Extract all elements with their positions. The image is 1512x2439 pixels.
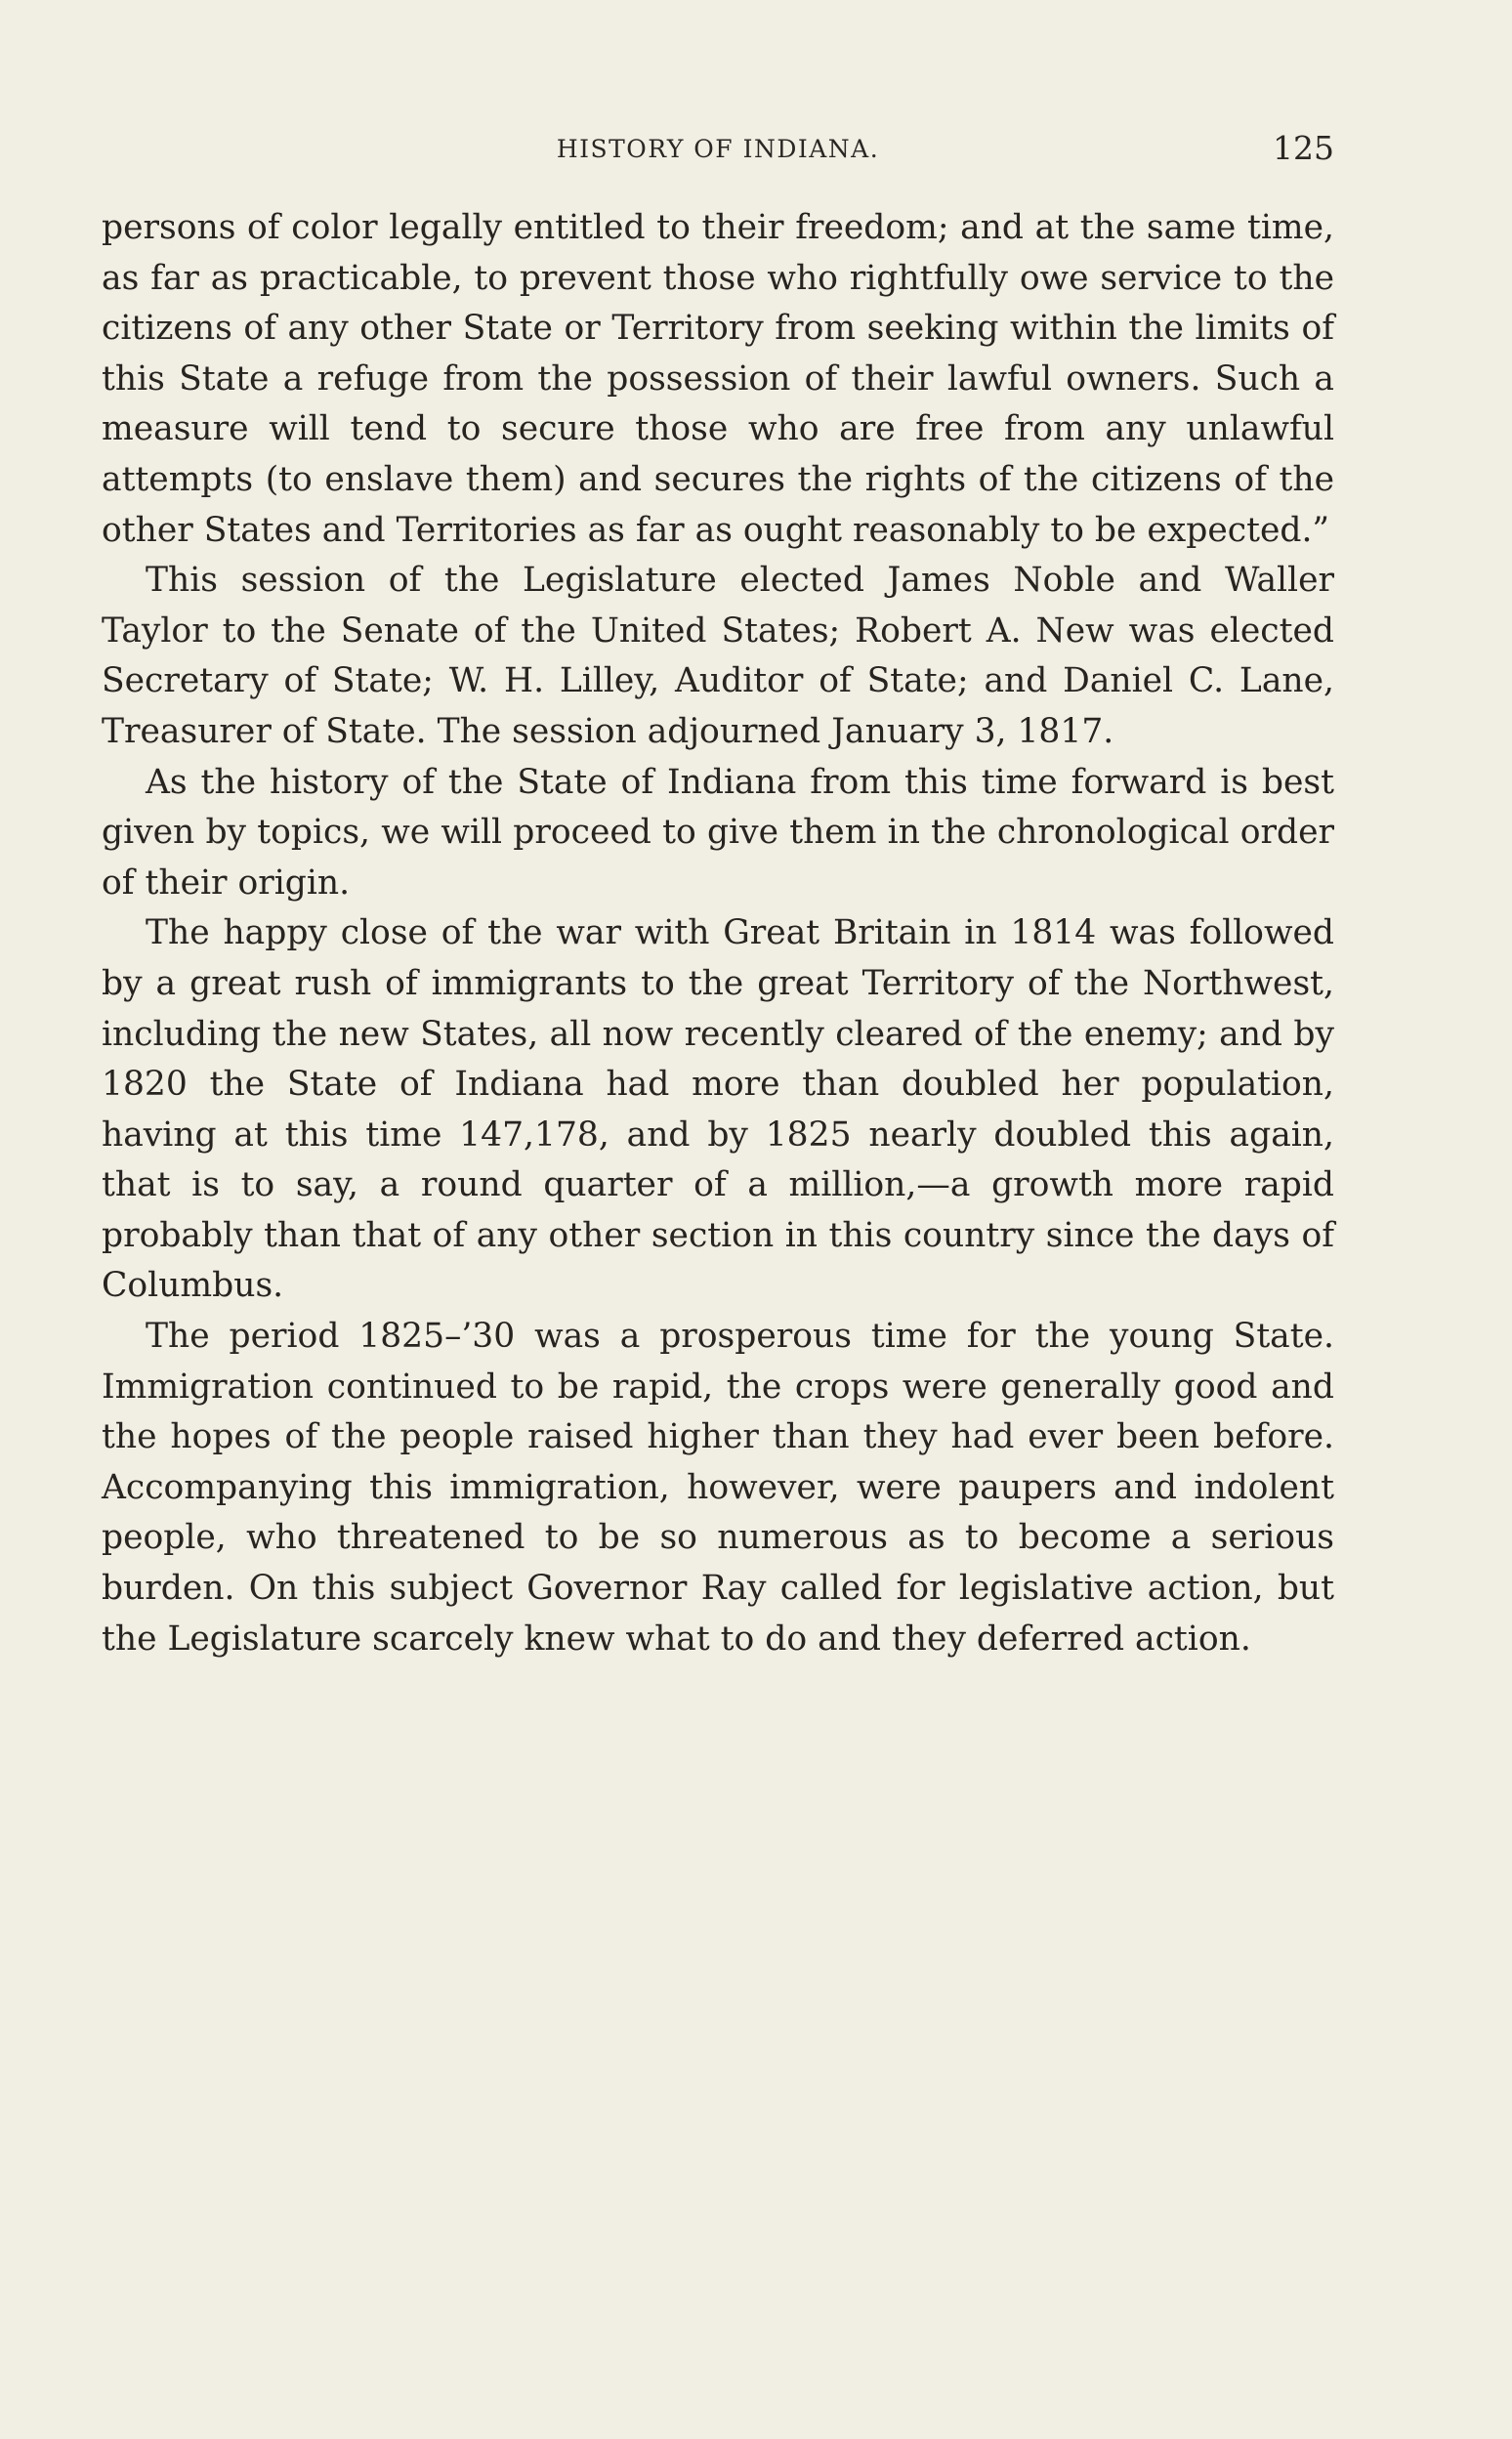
running-head — [102, 129, 1334, 168]
paragraph-immigration-growth: The happy close of the war with Great Britain in 1814 was followed by a great rush of immigrants to the great Territory of the Northwest, including the new States, all now recently cleared of the enemy; and by 1820 the State of Indiana had more than doubled her population, having at this time 147,178, and by 1825 nearly doubled this again, that is to say, a round quarter of a million,—a growth more rapid probably than that of any other section in this country since the days of Columbus. — [102, 913, 1334, 1306]
running-title: HISTORY OF INDIANA. — [556, 135, 880, 163]
paragraph-period-1825-30: The period 1825–’30 was a prosperous time for the young State. Immigration continued to be rapid, the crops were generally good and the hopes of the people raised higher than they had ever been before. Accompanying this immigration, however, were paupers and indolent people, who threatened to be so numerous as to become a serious burden. On this subject Governor Ray called for legislative action, but the Legislature scarcely knew what to do and they deferred action. — [102, 1317, 1334, 1659]
body-text — [102, 203, 1334, 1664]
page-number: 125 — [1273, 129, 1334, 167]
paragraph-continued: persons of color legally entitled to their freedom; and at the same time, as far as practicable, to prevent those who rightfully owe service to the citizens of any other State or Territory from seeking within the limits of this State a refuge from the possession of their lawful owners. Such a measure will tend to secure those who are free from any unlawful attempts (to enslave them) and secures the rights of the citizens of the other States and Territories as far as ought reasonably to be expected.” — [102, 208, 1334, 550]
paragraph-chronological-order: As the history of the State of Indiana from this time forward is best given by topics, we will proceed to give them in the chronological order of their origin. — [102, 762, 1334, 903]
paragraph-legislature-elections: This session of the Legislature elected James Noble and Waller Taylor to the Senate of the United States; Robert A. New was elected Secretary of State; W. H. Lilley, Auditor of State; and Daniel C. Lane, Treasurer of State. The session adjourned January 3, 1817. — [102, 561, 1334, 751]
